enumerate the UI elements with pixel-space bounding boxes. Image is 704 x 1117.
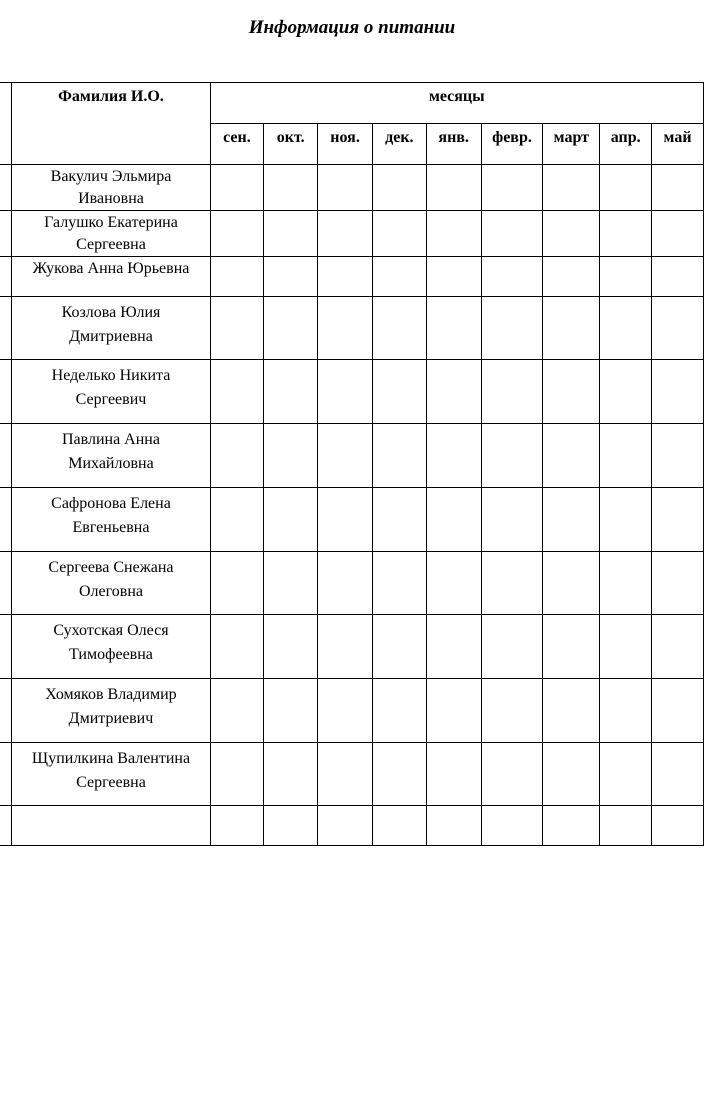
table-row: [0, 806, 704, 846]
month-cell: [264, 165, 318, 211]
student-name-cell: [12, 297, 210, 360]
table-row: [0, 488, 704, 552]
month-header: февр.: [481, 124, 543, 165]
student-name-cell: [12, 552, 210, 615]
month-cell: [318, 257, 373, 297]
number-cell: [0, 424, 12, 488]
month-cell: [264, 552, 318, 615]
student-name-cell: [12, 615, 210, 679]
month-cell: [210, 165, 264, 211]
month-cell: [600, 806, 652, 846]
month-cell: [210, 211, 264, 257]
month-cell: [318, 165, 373, 211]
month-cell: [600, 679, 652, 743]
month-cell: [481, 165, 543, 211]
table-row: [0, 679, 704, 743]
month-cell: [481, 552, 543, 615]
name-line-2: Дмитриевна: [69, 328, 153, 345]
month-cell: [372, 165, 426, 211]
month-cell: [652, 806, 704, 846]
month-cell: [543, 424, 600, 488]
table-row: [0, 297, 704, 360]
table-row: [0, 424, 704, 488]
month-cell: [481, 806, 543, 846]
month-cell: [210, 552, 264, 615]
month-cell: [264, 360, 318, 424]
month-cell: [426, 743, 481, 806]
month-header: дек.: [372, 124, 426, 165]
month-header: апр.: [600, 124, 652, 165]
month-cell: [543, 488, 600, 552]
month-cell: [652, 424, 704, 488]
name-line-2: Олеговна: [78, 583, 143, 600]
month-cell: [600, 257, 652, 297]
month-cell: [372, 257, 426, 297]
month-cell: [210, 743, 264, 806]
name-line-1: Вакулич Эльмира: [50, 168, 172, 185]
month-cell: [210, 615, 264, 679]
month-cell: [210, 679, 264, 743]
month-cell: [264, 743, 318, 806]
month-cell: [600, 297, 652, 360]
month-cell: [652, 297, 704, 360]
month-cell: [543, 297, 600, 360]
month-cell: [210, 488, 264, 552]
month-cell: [652, 552, 704, 615]
month-cell: [426, 165, 481, 211]
table-row: [0, 211, 704, 257]
month-cell: [372, 679, 426, 743]
month-cell: [426, 297, 481, 360]
month-cell: [426, 360, 481, 424]
name-line-1: Хомяков Владимир: [45, 686, 177, 703]
number-cell: [0, 679, 12, 743]
month-cell: [481, 424, 543, 488]
month-cell: [372, 360, 426, 424]
number-cell: [0, 615, 12, 679]
student-name-cell: [12, 257, 210, 297]
month-cell: [264, 297, 318, 360]
table-body: [0, 165, 704, 846]
table-row: [0, 615, 704, 679]
month-header: окт.: [264, 124, 318, 165]
month-cell: [543, 360, 600, 424]
number-cell: [0, 165, 12, 211]
name-line-2: Сергеевна: [76, 774, 146, 791]
name-line-2: Тимофеевна: [69, 646, 153, 663]
month-cell: [264, 211, 318, 257]
month-cell: [481, 679, 543, 743]
month-cell: [210, 257, 264, 297]
month-cell: [318, 360, 373, 424]
name-line-1: Щупилкина Валентина: [31, 750, 191, 767]
student-name-cell: [12, 360, 210, 424]
month-header: март: [543, 124, 600, 165]
number-cell: [0, 211, 12, 257]
month-cell: [264, 615, 318, 679]
month-cell: [264, 679, 318, 743]
month-cell: [210, 297, 264, 360]
month-cell: [543, 211, 600, 257]
month-cell: [481, 257, 543, 297]
month-cell: [372, 552, 426, 615]
month-cell: [481, 360, 543, 424]
number-cell: [0, 257, 12, 297]
month-cell: [652, 488, 704, 552]
student-name-cell: [12, 165, 210, 211]
month-cell: [426, 552, 481, 615]
month-cell: [264, 806, 318, 846]
month-cell: [600, 165, 652, 211]
month-cell: [600, 552, 652, 615]
month-cell: [372, 424, 426, 488]
name-line-1: Сергеева Снежана: [48, 559, 174, 576]
name-line-1: Павлина Анна: [61, 431, 160, 448]
month-cell: [210, 806, 264, 846]
student-name-cell: [12, 679, 210, 743]
month-cell: [318, 297, 373, 360]
name-column-header: Фамилия И.О.: [12, 83, 210, 165]
month-cell: [264, 488, 318, 552]
month-cell: [264, 257, 318, 297]
month-cell: [481, 743, 543, 806]
month-header: ноя.: [318, 124, 373, 165]
student-name-cell: [12, 743, 210, 806]
name-line-1: Сафронова Елена: [51, 495, 171, 512]
month-cell: [600, 743, 652, 806]
month-cell: [652, 257, 704, 297]
month-cell: [318, 615, 373, 679]
month-cell: [210, 360, 264, 424]
month-cell: [372, 211, 426, 257]
name-line-2: Сергеевич: [75, 391, 147, 408]
month-cell: [481, 297, 543, 360]
month-cell: [426, 211, 481, 257]
name-line-1: Неделько Никита: [51, 367, 171, 384]
number-cell: [0, 552, 12, 615]
month-cell: [652, 679, 704, 743]
month-cell: [652, 743, 704, 806]
student-name-cell: [12, 806, 210, 846]
month-cell: [426, 615, 481, 679]
month-cell: [652, 211, 704, 257]
month-cell: [600, 211, 652, 257]
month-cell: [318, 806, 373, 846]
month-cell: [600, 424, 652, 488]
month-cell: [652, 360, 704, 424]
month-cell: [318, 743, 373, 806]
name-line-2: Михайловна: [68, 455, 154, 472]
month-cell: [426, 679, 481, 743]
month-cell: [600, 488, 652, 552]
number-cell: [0, 806, 12, 846]
name-line-1: Жукова Анна Юрьевна: [32, 260, 190, 277]
month-cell: [543, 806, 600, 846]
student-name-cell: [12, 424, 210, 488]
month-cell: [481, 211, 543, 257]
month-cell: [264, 424, 318, 488]
month-header: сен.: [210, 124, 264, 165]
month-cell: [318, 552, 373, 615]
table-row: [0, 257, 704, 297]
table-row: [0, 552, 704, 615]
number-column-header: [0, 83, 12, 165]
number-cell: [0, 488, 12, 552]
month-cell: [543, 679, 600, 743]
month-cell: [481, 488, 543, 552]
page-title: Информация о питании: [248, 17, 456, 38]
month-cell: [372, 615, 426, 679]
table-row: [0, 360, 704, 424]
name-line-2: Евгеньевна: [72, 519, 150, 536]
month-cell: [543, 615, 600, 679]
month-cell: [210, 424, 264, 488]
month-cell: [543, 165, 600, 211]
month-cell: [426, 806, 481, 846]
name-line-2: Ивановна: [78, 190, 144, 207]
name-line-1: Козлова Юлия: [61, 304, 161, 321]
month-cell: [600, 360, 652, 424]
name-line-1: Сухотская Олеся: [53, 622, 169, 639]
month-cell: [372, 488, 426, 552]
month-cell: [481, 615, 543, 679]
month-cell: [652, 615, 704, 679]
table-row: [0, 743, 704, 806]
month-header: янв.: [426, 124, 481, 165]
month-cell: [426, 424, 481, 488]
month-cell: [372, 297, 426, 360]
student-name-cell: [12, 211, 210, 257]
name-line-1: Галушко Екатерина: [44, 214, 178, 231]
number-cell: [0, 297, 12, 360]
month-cell: [372, 806, 426, 846]
month-cell: [543, 743, 600, 806]
month-cell: [318, 679, 373, 743]
month-cell: [318, 488, 373, 552]
month-cell: [426, 488, 481, 552]
number-cell: [0, 743, 12, 806]
name-line-2: Дмитриевич: [68, 710, 154, 727]
month-cell: [543, 552, 600, 615]
nutrition-table: [0, 82, 704, 846]
month-cell: [426, 257, 481, 297]
number-cell: [0, 360, 12, 424]
name-line-2: Сергеевна: [76, 236, 146, 253]
month-cell: [600, 615, 652, 679]
month-cell: [372, 743, 426, 806]
month-cell: [543, 257, 600, 297]
month-header: май: [652, 124, 704, 165]
table-row: [0, 165, 704, 211]
month-cell: [318, 424, 373, 488]
month-cell: [318, 211, 373, 257]
months-header: месяцы: [210, 83, 703, 124]
student-name-cell: [12, 488, 210, 552]
month-cell: [652, 165, 704, 211]
